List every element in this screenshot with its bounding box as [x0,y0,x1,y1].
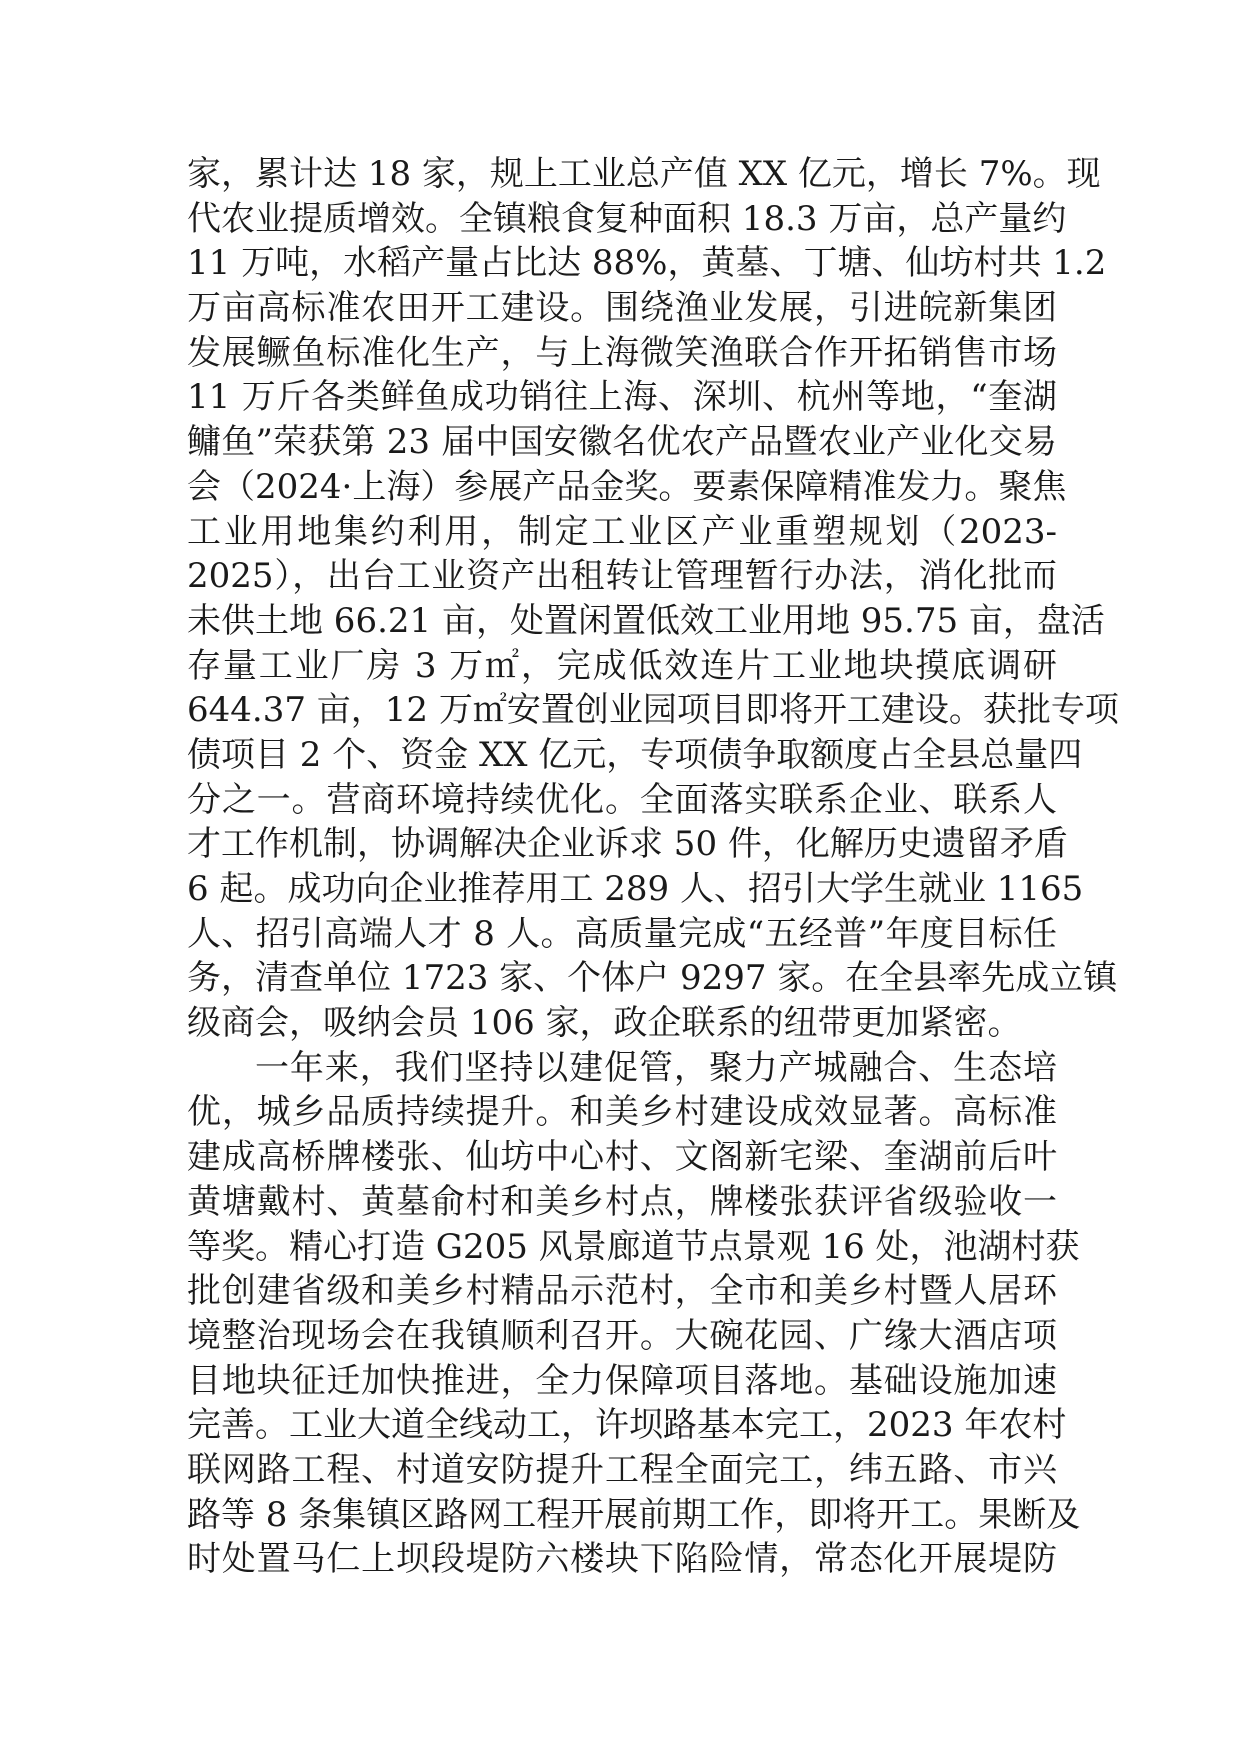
text-line: 11 万吨，水稻产量占比达 88%，黄墓、丁塘、仙坊村共 1.2 [187,243,1107,284]
text-line: 一年来，我们坚持以建促管，聚力产城融合、生态培 [255,1047,1057,1088]
text-line: 级商会，吸纳会员 106 家，政企联系的纽带更加紧密。 [187,1003,1022,1044]
text-line: 等奖。精心打造 G205 风景廊道节点景观 16 处，池湖村获 [187,1226,1080,1267]
text-line: 会（2024·上海）参展产品金奖。要素保障精准发力。聚焦 [187,466,1067,507]
text-line: 批创建省级和美乡村精品示范村，全市和美乡村暨人居环 [187,1271,1057,1312]
text-line: 万亩高标准农田开工建设。围绕渔业发展，引进皖新集团 [187,288,1057,329]
text-line: 工业用地集约利用，制定工业区产业重塑规划（2023- [187,511,1057,552]
text-line: 6 起。成功向企业推荐用工 289 人、招引大学生就业 1165 [187,869,1084,909]
text-line: 联网路工程、村道安防提升工程全面完工，纬五路、市兴 [187,1449,1057,1490]
text-line: 鳙鱼”荣获第 23 届中国安徽名优农产品暨农业产业化交易 [187,422,1057,463]
text-line: 存量工业厂房 3 万㎡，完成低效连片工业地块摸底调研 [187,645,1057,686]
text-line: 债项目 2 个、资金 XX 亿元，专项债争取额度占全县总量四 [187,734,1083,775]
text-line: 务，清查单位 1723 家、个体户 9297 家。在全县率先成立镇 [187,958,1118,999]
text-line: 分之一。营商环境持续优化。全面落实联系企业、联系人 [187,779,1057,820]
paragraph [187,152,1119,1046]
text-line: 才工作机制，协调解决企业诉求 50 件，化解历史遗留矛盾 [187,824,1068,865]
text-line: 家，累计达 18 家，规上工业总产值 XX 亿元，增长 7%。现 [187,154,1101,194]
text-line: 目地块征迁加快推进，全力保障项目落地。基础设施加速 [187,1360,1057,1401]
text-line: 黄塘戴村、黄墓俞村和美乡村点，牌楼张获评省级验收一 [187,1181,1057,1222]
body-text [187,152,1119,1582]
text-line: 优，城乡品质持续提升。和美乡村建设成效显著。高标准 [187,1092,1057,1133]
text-line: 11 万斤各类鲜鱼成功销往上海、深圳、杭州等地，“奎湖 [187,377,1057,418]
paragraph [187,1046,1081,1582]
text-line: 2025），出台工业资产出租转让管理暂行办法，消化批而 [187,556,1057,597]
text-line: 代农业提质增效。全镇粮食复种面积 18.3 万亩，总产量约 [187,198,1067,239]
text-line: 644.37 亩，12 万㎡安置创业园项目即将开工建设。获批专项 [187,690,1119,731]
text-line: 建成高桥牌楼张、仙坊中心村、文阁新宅梁、奎湖前后叶 [187,1137,1057,1178]
text-line: 完善。工业大道全线动工，许坝路基本完工，2023 年农村 [187,1405,1067,1446]
text-line: 未供土地 66.21 亩，处置闲置低效工业用地 95.75 亩，盘活 [187,600,1105,641]
text-line: 人、招引高端人才 8 人。高质量完成“五经普”年度目标任 [187,913,1057,954]
text-line: 路等 8 条集镇区路网工程开展前期工作，即将开工。果断及 [187,1494,1081,1535]
text-line: 境整治现场会在我镇顺利召开。大碗花园、广缘大酒店项 [187,1315,1057,1356]
text-line: 发展鳜鱼标准化生产，与上海微笑渔联合作开拓销售市场 [187,332,1057,373]
text-line: 时处置马仁上坝段堤防六楼块下陷险情，常态化开展堤防 [187,1539,1057,1580]
